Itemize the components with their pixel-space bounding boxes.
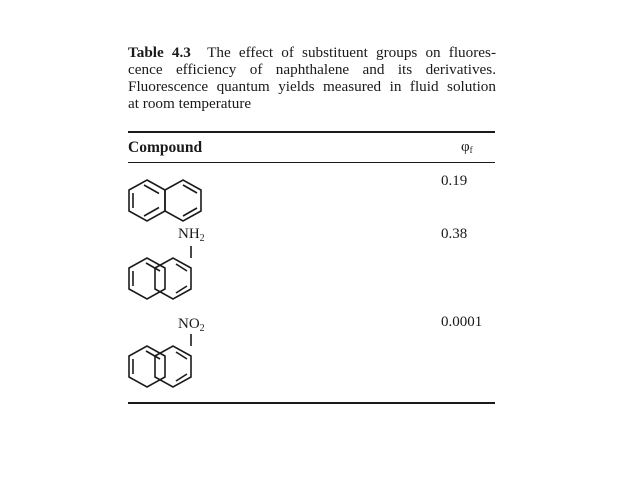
naphthalene-structure: [124, 176, 214, 226]
caption-line-4: at room temperature: [128, 95, 252, 112]
top-rule: [128, 131, 495, 133]
row-3-value: 0.0001: [441, 314, 483, 330]
table-label: Table 4.3: [128, 44, 191, 61]
aminonaphthalene-structure: [124, 244, 214, 306]
caption-text-1: The effect of substituent groups on fluores-: [207, 44, 497, 61]
caption-line-1: [128, 44, 496, 61]
phi-symbol: φ: [461, 139, 470, 155]
caption-line-3: Fluorescence quantum yields measured in fluid solution: [128, 78, 496, 95]
row-1-value: 0.19: [441, 173, 468, 189]
caption-line-2: cence efficiency of naphthalene and its derivatives.: [128, 61, 496, 78]
compound-column-header: Compound: [128, 139, 203, 156]
row-2-substituent: $NH_2$: [178, 226, 205, 244]
row-2-value: 0.38: [441, 226, 468, 242]
nitronaphthalene-structure: [124, 332, 214, 394]
table-caption: [128, 44, 496, 112]
row-3-substituent: $NO_2$: [178, 316, 205, 334]
bottom-rule: [128, 402, 495, 404]
header-rule: [128, 162, 495, 163]
phi-subscript: f: [469, 145, 473, 155]
quantum-yield-column-header: [461, 139, 473, 156]
